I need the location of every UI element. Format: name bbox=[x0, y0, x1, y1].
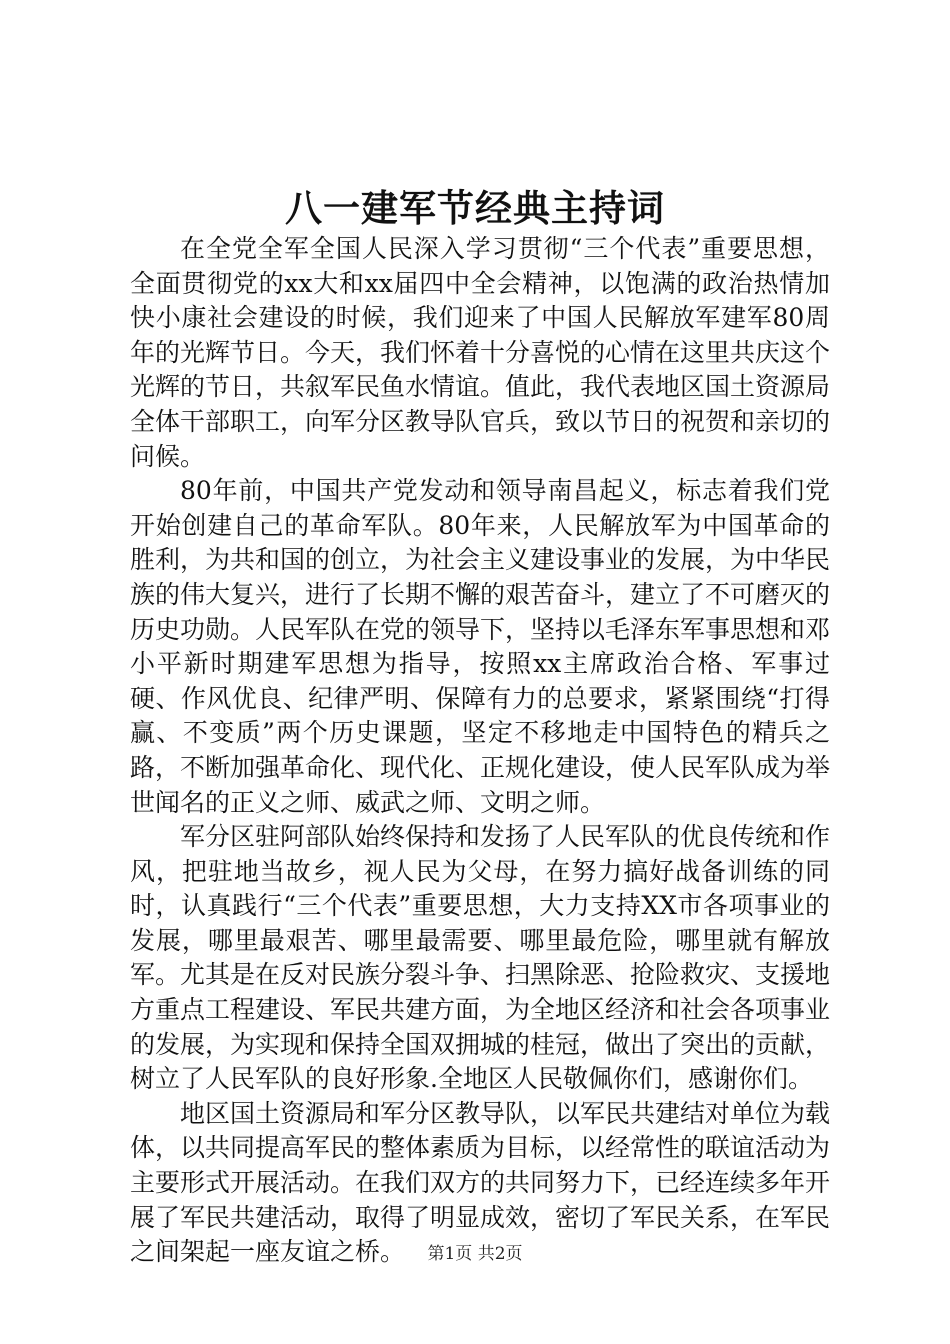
paragraph-2: 80年前，中国共产党发动和领导南昌起义，标志着我们党开始创建自己的革命军队。80年来，人民解放军为中国革命的胜利，为共和国的创立，为社会主义建设事业的发展，为中华民族的伟大复兴，进行了长期不懈的艰苦奋斗，建立了不可磨灭的历史功勋。人民军队在党的领导下，坚持以毛泽东军事思想和邓小平新时期建军思想为指导，按照xx主席政治合格、军事过硬、作风优良、纪律严明、保障有力的总要求，紧紧围绕“打得赢、不变质”两个历史课题，坚定不移地走中国特色的精兵之路，不断加强革命化、现代化、正规化建设，使人民军队成为举世闻名的正义之师、威武之师、文明之师。 bbox=[130, 476, 831, 817]
document-title: 八一建军节经典主持词 bbox=[285, 186, 665, 230]
page-footer bbox=[0, 1242, 950, 1266]
paragraph-1: 在全党全军全国人民深入学习贯彻“三个代表”重要思想，全面贯彻党的xx大和xx届四中全会精神，以饱满的政治热情加快小康社会建设的时候，我们迎来了中国人民解放军建军80周年的光辉节日。今天，我们怀着十分喜悦的心情在这里共庆这个光辉的节日，共叙军民鱼水情谊。值此，我代表地区国土资源局全体干部职工，向军分区教导队官兵，致以节日的祝贺和亲切的问候。 bbox=[130, 234, 831, 471]
paragraph-3: 军分区驻阿部队始终保持和发扬了人民军队的优良传统和作风，把驻地当故乡，视人民为父母，在努力搞好战备训练的同时，认真践行“三个代表”重要思想，大力支持XX市各项事业的发展，哪里最艰苦、哪里最需要、哪里最危险，哪里就有解放军。尤其是在反对民族分裂斗争、扫黑除恶、抢险救灾、支援地方重点工程建设、军民共建方面，为全地区经济和社会各项事业的发展，为实现和保持全国双拥城的桂冠，做出了突出的贡献，树立了人民军队的良好形象.全地区人民敬佩你们，感谢你们。 bbox=[130, 822, 831, 1094]
page-number-indicator: 第1页 共2页 bbox=[427, 1244, 523, 1264]
document-body bbox=[130, 232, 830, 1270]
paragraph-4: 地区国土资源局和军分区教导队，以军民共建结对单位为载体，以共同提高军民的整体素质为目标，以经常性的联谊活动为主要形式开展活动。在我们双方的共同努力下，已经连续多年开展了军民共建活动，取得了明显成效，密切了军民关系，在军民之间架起一座友谊之桥。 bbox=[130, 1098, 831, 1267]
